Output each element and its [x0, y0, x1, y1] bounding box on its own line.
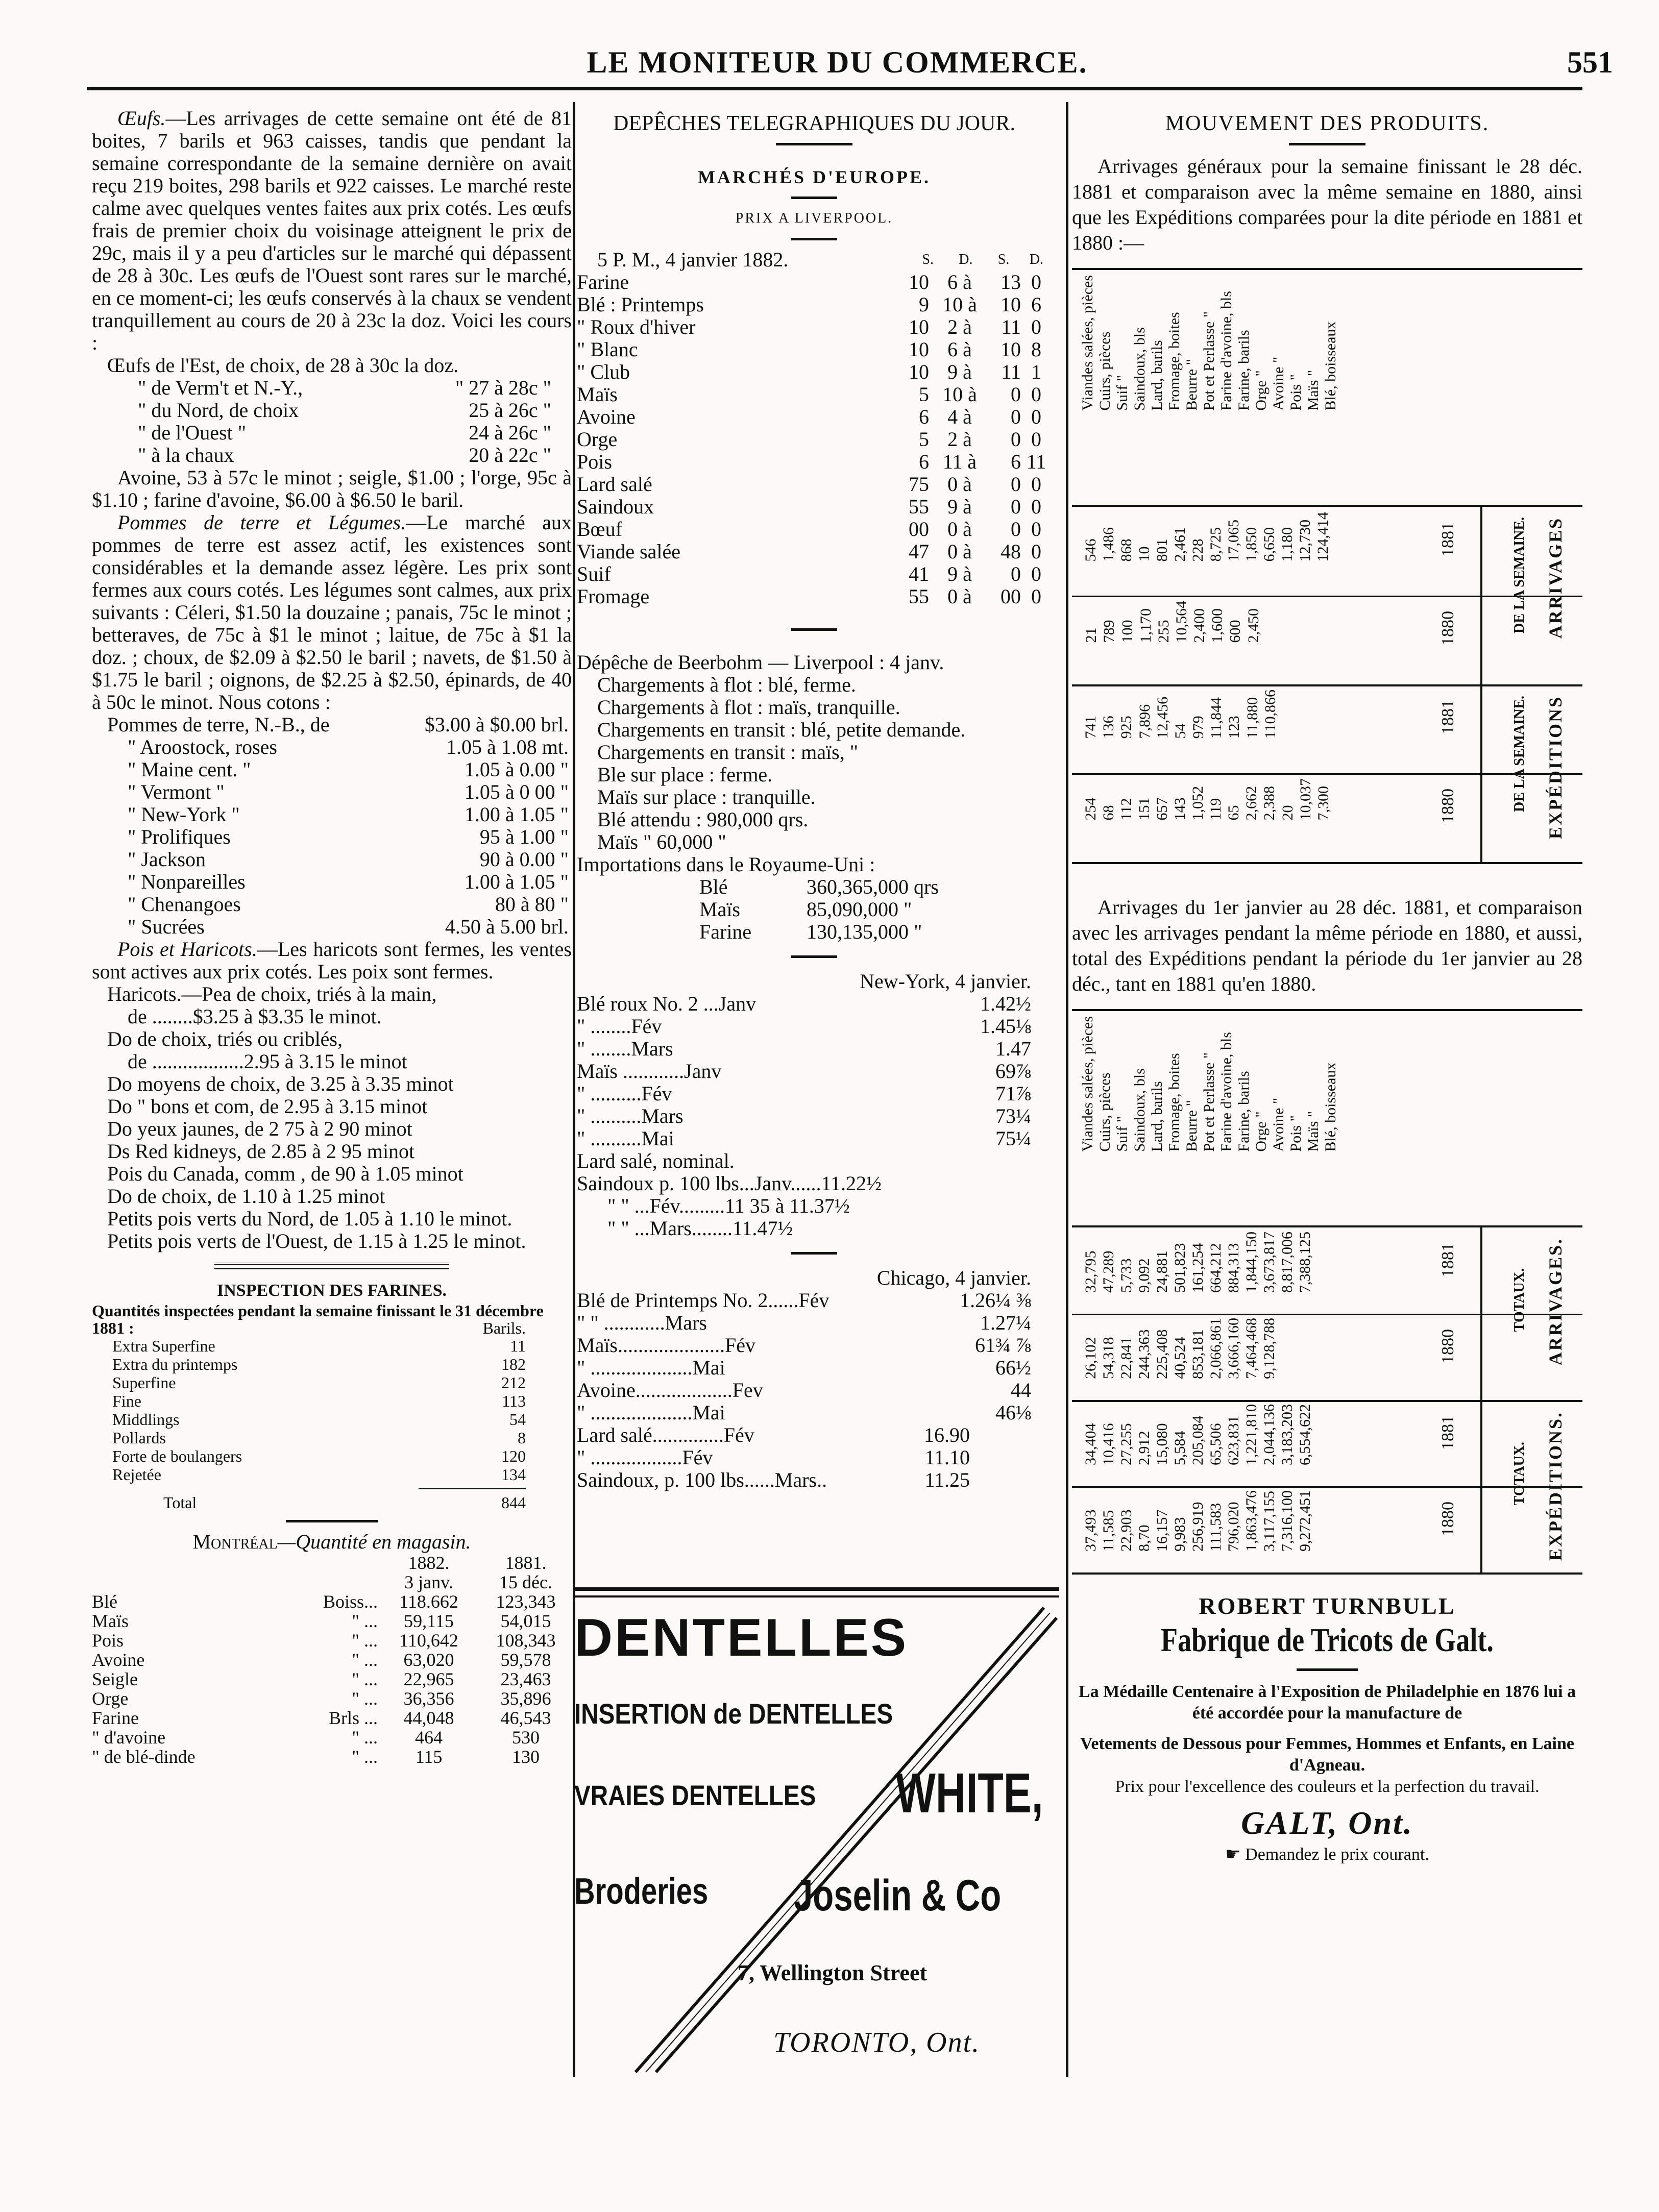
annual-table — [1072, 1009, 1582, 1575]
inspection-col-head: Barils. — [482, 1319, 526, 1337]
price-row: " Nonpareilles 1.00 à 1.05 " — [128, 870, 569, 893]
values-cells: 546 1,486 868 10 801 2,461 228 8,725 17,065 1,850 6,650 1,180 12,730 124,414 — [1082, 512, 1331, 562]
pommes-text: —Le marché aux pommes de terre est assez actif, les existences sont considérables et la demande assez légère. Les prix sont fermes aux cours cotés. Les légumes sont calmes, aux prix suivants : Céleri, $1.50 la douzaine ; panais, 75c le minot ; betteraves, de 75c à $1 le minot ; laitue, de 75c à $1 la doz. ; choux, de $2.09 à $2.50 le baril ; navets, de $1.50 à $1.75 le baril ; oignons, de $2.25 à $2.50, épinards, de 40 à 50c le minot. Nous cotons : — [92, 511, 572, 714]
oeufs-prices — [92, 354, 572, 466]
divider — [1297, 1668, 1358, 1671]
oeufs-paragraph — [92, 107, 572, 354]
chicago-row: Maïs.....................Fév 61¾ ⅞ — [577, 1334, 1031, 1357]
montreal-row: Blé Boiss... 118.662 123,343 — [92, 1591, 556, 1612]
montreal-table — [92, 1553, 572, 1766]
column-right — [1072, 107, 1582, 1866]
montreal-row: Farine Brls ... 44,048 46,543 — [92, 1708, 551, 1728]
ny-row: " ........Mars 1.47 — [577, 1037, 1031, 1060]
ny-row: Blé roux No. 2 ...Janv 1.42½ — [577, 992, 1031, 1015]
weekly-exp-sub: DE LA SEMAINE. — [1511, 696, 1527, 812]
pommes-paragraph — [92, 511, 572, 714]
ad-dentelles: DENTELLES — [574, 1608, 909, 1667]
ad-city: TORONTO, Ont. — [773, 2027, 981, 2058]
ny-row: " ..........Mars 73¼ — [577, 1104, 1031, 1127]
annual-row-arr-1880: 26,102 54,318 22,841 244,363 225,408 40,524 853,181 2,066,861 3,666,160 7,464,468 9,128,788 1880 — [1072, 1314, 1582, 1402]
inspection-total-row: Total 844 — [163, 1493, 526, 1512]
avoine-paragraph: Avoine, 53 à 57c le minot ; seigle, $1.00 ; l'orge, 95c à $1.10 ; farine d'avoine, $6.00 à $6.50 le baril. — [92, 466, 572, 511]
masthead-title: LE MONITEUR DU COMMERCE. — [587, 45, 1088, 79]
liverpool-row: Orge 5 2 à 0 0 — [577, 428, 1041, 451]
total-rule — [419, 1488, 526, 1489]
inspection-row: Forte de boulangers 120 — [112, 1447, 526, 1465]
product-labels: Viandes salées, pièces Cuirs, pièces Suif " Saindoux, bls Lard, barils Fromage, boites Beurre " Pot et Perlasse " Farine d'avoine, bls Farine, barils Orge " Avoine " Pois " Maïs " Blé, boisseaux — [1079, 275, 1339, 411]
table-vrule — [1480, 507, 1482, 862]
ad-diagonal-band — [574, 1597, 1059, 2077]
weekly-table — [1072, 268, 1582, 864]
inspection-row: Middlings 54 — [112, 1410, 526, 1429]
import-row: Blé 360,365,000 qrs — [699, 875, 939, 898]
values-cells: 37,493 11,585 22,903 8,70 16,157 9,983 256,919 111,583 796,020 1,863,476 3,117,155 7,316,100 9,272,451 — [1082, 1490, 1313, 1552]
annual-exp-heading: EXPÉDITIONS. — [1545, 1411, 1566, 1561]
annual-arr-heading: ARRIVAGES. — [1545, 1238, 1566, 1366]
liverpool-row: Saindoux 55 9 à 0 0 — [577, 495, 1041, 518]
chicago-row: " ....................Mai 66½ — [577, 1356, 1031, 1379]
divider — [286, 1520, 378, 1522]
montreal-row: Seigle " ... 22,965 23,463 — [92, 1669, 551, 1689]
price-row: Do " bons et com, de 2.95 à 3.15 minot — [107, 1095, 428, 1118]
price-row: Ds Red kidneys, de 2.85 à 2 95 minot — [107, 1140, 415, 1163]
divider — [791, 955, 837, 958]
price-row: " de Verm't et N.-Y., " 27 à 28c " — [138, 376, 551, 399]
liverpool-row: Maïs 5 10 à 0 0 — [577, 383, 1041, 406]
inspection-table — [92, 1337, 572, 1512]
price-row: " Chenangoes 80 à 80 " — [128, 893, 569, 916]
price-row: Do yeux jaunes, de 2 75 à 2 90 minot — [107, 1117, 412, 1140]
telegraph-title: DEPÊCHES TELEGRAPHIQUES DU JOUR. — [613, 112, 1015, 135]
price-row: " du Nord, de choix 25 à 26c " — [138, 399, 551, 422]
liverpool-row: Suif 41 9 à 0 0 — [577, 562, 1041, 585]
haricots-prices — [92, 983, 572, 1252]
liverpool-title: PRIX A LIVERPOOL. — [735, 210, 893, 226]
ny-row: Saindoux p. 100 lbs...Janv......11.22½ — [577, 1172, 882, 1195]
weekly-row-arr-1880: 21 789 100 1,170 255 10,564 2,400 1,600 600 2,450 1880 — [1072, 596, 1582, 686]
inspection-row: Pollards 8 — [112, 1429, 526, 1447]
turnbull-prize: Prix pour l'excellence des couleurs et la perfection du travail. — [1115, 1777, 1540, 1796]
chicago-row: Avoine...................Fev 44 — [577, 1379, 1031, 1402]
ny-row: " ........Fév 1.45⅛ — [577, 1015, 1031, 1038]
page-number: 551 — [1567, 45, 1613, 79]
pois-lead: Pois et Haricots. — [117, 938, 257, 961]
annual-row-arr-1881: 32,795 47,289 5,733 9,092 24,881 501,823 161,254 664,212 884,313 1,844,150 3,673,817 8,817,006 7,388,125 1881 — [1072, 1227, 1582, 1315]
price-row: " Jackson 90 à 0.00 " — [128, 848, 569, 871]
dentelles-advertisement — [574, 1587, 1059, 2077]
mouvement-intro: Arrivages généraux pour la semaine finissant le 28 déc. 1881 et comparaison avec la même semaine en 1880, ainsi que les Expéditions comparées pour la dite période en 1881 et 1880 :— — [1072, 155, 1582, 254]
weekly-products-head — [1072, 270, 1582, 507]
values-cells: 26,102 54,318 22,841 244,363 225,408 40,524 853,181 2,066,861 3,666,160 7,464,468 9,128,788 — [1082, 1318, 1278, 1379]
inspection-row: Extra du printemps 182 — [112, 1355, 526, 1373]
ad-white: WHITE, — [896, 1762, 1043, 1825]
chicago-row: Blé de Printemps No. 2......Fév 1.26¼ ⅜ — [577, 1289, 1031, 1312]
diag-line — [656, 1618, 1057, 2072]
montreal-row: Avoine " ... 63,020 59,578 — [92, 1650, 551, 1670]
liverpool-table — [577, 249, 1052, 608]
column-middle — [577, 107, 1052, 1491]
divider — [791, 238, 837, 240]
montreal-row: Maïs " ... 59,115 54,015 — [92, 1611, 551, 1631]
ny-table — [577, 993, 1052, 1240]
divider — [791, 196, 837, 199]
price-row: " de l'Ouest " 24 à 26c " — [138, 421, 551, 444]
montreal-head: 3 janv. 15 déc. — [404, 1572, 552, 1592]
column-left — [92, 107, 572, 1766]
turnbull-footer: ☛ Demandez le prix courant. — [1225, 1845, 1429, 1864]
ad-rule-top — [574, 1587, 1059, 1591]
liverpool-row: Viande salée 47 0 à 48 0 — [577, 540, 1041, 563]
chicago-date: Chicago, 4 janvier. — [876, 1266, 1031, 1289]
chicago-row: " ....................Mai 46⅛ — [577, 1401, 1031, 1424]
divider — [776, 143, 852, 145]
price-row: de ........$3.25 à $3.35 le minot. — [128, 1005, 382, 1028]
values-cells: 254 68 112 151 657 143 1,052 119 65 2,662 2,388 20 10,037 7,300 — [1082, 778, 1332, 821]
mouvement-title: MOUVEMENT DES PRODUITS. — [1165, 112, 1490, 135]
ny-row: " ..........Fév 71⅞ — [577, 1082, 1031, 1105]
turnbull-medal: La Médaille Centenaire à l'Exposition de Philadelphie en 1876 lui a été accordée pour la manufacture de — [1078, 1682, 1576, 1723]
ad-vraies: VRAIES DENTELLES — [574, 1779, 816, 1811]
liverpool-row: Pois 6 11 à 6 11 — [577, 450, 1046, 473]
price-row: " Vermont " 1.05 à 0 00 " — [128, 780, 569, 803]
diag-line — [636, 1608, 1044, 2072]
price-row: " Sucrées 4.50 à 5.00 brl. — [128, 915, 569, 938]
montreal-head: 1882. 1881. — [408, 1553, 547, 1573]
ny-date: New-York, 4 janvier. — [860, 970, 1031, 993]
pois-paragraph — [92, 938, 572, 983]
chicago-row: " ..................Fév 11.10 — [577, 1446, 970, 1469]
liverpool-row: Fromage 55 0 à 00 0 — [577, 585, 1041, 608]
annual-row-exp-1880: 37,493 11,585 22,903 8,70 16,157 9,983 256,919 111,583 796,020 1,863,476 3,117,155 7,316,100 9,272,451 1880 — [1082, 1490, 1457, 1552]
pois-text: —Les haricots sont fermes, les ventes sont actives aux prix cotés. Les poix sont fermes. — [92, 938, 572, 983]
annual-row-exp-1881: 34,404 10,416 27,255 2,912 15,080 5,584 205,084 65,506 623,831 1,221,810 2,044,136 3,183,203 6,554,622 1881 — [1072, 1400, 1582, 1488]
weekly-arr-heading: ARRIVAGES — [1545, 517, 1566, 639]
values-cells: 21 789 100 1,170 255 10,564 2,400 1,600 600 2,450 — [1083, 601, 1262, 643]
weekly-row-exp-1880: 254 68 112 151 657 143 1,052 119 65 2,662 2,388 20 10,037 7,300 1880 — [1082, 778, 1457, 823]
price-row: " à la chaux 20 à 22c " — [138, 444, 551, 466]
ad-insertion: INSERTION de DENTELLES — [574, 1698, 893, 1730]
header-rule — [87, 87, 1582, 90]
price-row: Petits pois verts de l'Ouest, de 1.15 à 1.25 le minot. — [107, 1230, 526, 1252]
price-row: de ..................2.95 à 3.15 le minot — [128, 1050, 407, 1073]
weekly-row-exp-1881: 741 136 925 7,896 12,456 54 979 11,844 123 11,880 110,866 1881 — [1072, 684, 1582, 775]
price-row: Do moyens de choix, de 3.25 à 3.35 minot — [107, 1072, 454, 1095]
liverpool-head: 5 P. M., 4 janvier 1882. S. D. S. D. — [597, 248, 1043, 271]
product-labels: Viandes salées, pièces Cuirs, pièces Suif " Saindoux, bls Lard, barils Fromage, boites Beurre " Pot et Perlasse " Farine d'avoine, bls Farine, barils Orge " Avoine " Pois " Maïs " Blé, boisseaux — [1079, 1016, 1339, 1152]
liverpool-row: Lard salé 75 0 à 0 0 — [577, 473, 1041, 496]
chicago-row: Lard salé..............Fév 16.90 — [577, 1423, 970, 1446]
liverpool-row: Blé : Printemps 9 10 à 10 6 — [577, 293, 1041, 316]
chicago-table — [577, 1289, 1052, 1491]
weekly-exp-heading: EXPÉDITIONS — [1545, 696, 1566, 840]
pommes-lead: Pommes de terre et Légumes. — [117, 511, 406, 534]
europe-markets-title: MARCHÉS D'EUROPE. — [697, 167, 931, 187]
price-row: " New-York " 1.00 à 1.05 " — [128, 803, 569, 826]
price-row: Pois du Canada, comm , de 90 à 1.05 minot — [107, 1162, 463, 1185]
section-divider — [214, 1263, 449, 1269]
divider — [1289, 143, 1365, 145]
chicago-row: Saindoux, p. 100 lbs......Mars.. 11.25 — [577, 1468, 970, 1491]
ny-row: " " ...Fév.........11 35 à 11.37½ — [607, 1194, 850, 1217]
liverpool-row: " Club 10 9 à 11 1 — [577, 360, 1041, 383]
inspection-row: Rejetée 134 — [112, 1465, 526, 1484]
ad-address: 7, Wellington Street — [738, 1960, 928, 1985]
beerbohm-dispatch: Dépêche de Beerbohm — Liverpool : 4 janv. Chargements à flot : blé, ferme. Chargements à flot : maïs, tranquille. Chargements en transit : blé, petite demande. Chargements en transit : maïs, " Ble sur place : ferme. Maïs sur place : tranquille. Blé attendu : 980,000 qrs. Maïs " 60,000 " Importations dans le Royaume-Uni : Blé 360,365,000 qrs Maïs 85,090,000 " Farine 130,135,000 " — [577, 651, 1052, 943]
pointing-hand-icon: ☛ — [1225, 1845, 1246, 1864]
liverpool-row: " Blanc 10 6 à 10 8 — [577, 338, 1041, 361]
values-cells: 741 136 925 7,896 12,456 54 979 11,844 123 11,880 110,866 — [1082, 690, 1279, 739]
ny-row: Lard salé, nominal. — [577, 1149, 735, 1172]
montreal-row: Pois " ... 110,642 108,343 — [92, 1630, 556, 1651]
montreal-row: " de blé-dinde " ... 115 130 — [92, 1747, 540, 1767]
price-row: Do de choix, triés ou criblés, — [107, 1027, 343, 1050]
liverpool-row: Bœuf 00 0 à 0 0 — [577, 518, 1041, 540]
inspection-row: Fine 113 — [112, 1392, 526, 1410]
chicago-row: " " ............Mars 1.27¼ — [577, 1311, 1031, 1334]
price-row: " Aroostock, roses 1.05 à 1.08 mt. — [128, 735, 569, 758]
weekly-row-arr-1881: 546 1,486 868 10 801 2,461 228 8,725 17,065 1,850 6,650 1,180 12,730 124,414 1881 — [1072, 507, 1582, 597]
pommes-prices — [92, 714, 572, 938]
table-vrule — [1480, 1227, 1482, 1572]
liverpool-row: " Roux d'hiver 10 2 à 11 0 — [577, 315, 1041, 338]
turnbull-title: Fabrique de Tricots de Galt. — [1161, 1621, 1494, 1659]
liverpool-row: Avoine 6 4 à 0 0 — [577, 405, 1041, 428]
price-row: Petits pois verts du Nord, de 1.05 à 1.10 le minot. — [107, 1207, 513, 1230]
oeufs-text: —Les arrivages de cette semaine ont été de 81 boites, 7 barils et 963 caisses, tandis que pendant la semaine correspondante de la semaine dernière on avait reçu 219 boites, 298 barils et 922 caisses. Le marché reste calme avec quelques ventes faites aux prix cotés. Les œufs frais de premier choix du voisinage atteignent le prix de 29c, mais il y a peu d'articles sur le marché qui dépassent de 28 à 30c. Les œufs de l'Ouest sont rares sur le marché, en ce moment-ci; les œufs conservés à la chaux se vendent tranquillement au cours de 20 à 23c la doz. Voici les cours : — [92, 107, 572, 354]
diag-line — [646, 1613, 1050, 2072]
inspection-row: Superfine 212 — [112, 1373, 526, 1392]
annual-exp-sub: TOTAUX. — [1511, 1442, 1527, 1506]
price-row: Haricots.—Pea de choix, triés à la main, — [107, 982, 437, 1005]
ny-row: Maïs ............Janv 69⅞ — [577, 1060, 1031, 1083]
weekly-arr-sub: DE LA SEMAINE. — [1511, 517, 1527, 633]
divider — [791, 628, 837, 631]
turnbull-advertisement — [1072, 1595, 1582, 1866]
price-row: Pommes de terre, N.-B., de $3.00 à $0.00 brl. — [107, 713, 569, 736]
turnbull-products: Vetements de Dessous pour Femmes, Hommes et Enfants, en Laine d'Agneau. — [1080, 1734, 1574, 1775]
annual-products-head — [1072, 1011, 1582, 1227]
values-cells: 34,404 10,416 27,255 2,912 15,080 5,584 205,084 65,506 623,831 1,221,810 2,044,136 3,183,203 6,554,622 — [1082, 1404, 1313, 1465]
divider — [791, 1252, 837, 1255]
montreal-row: Orge " ... 36,356 35,896 — [92, 1688, 551, 1709]
column-rule-2 — [1066, 102, 1068, 2077]
price-row: Do de choix, de 1.10 à 1.25 minot — [107, 1185, 385, 1208]
montreal-title: Montréal—Quantité en magasin. — [192, 1530, 471, 1553]
turnbull-name: ROBERT TURNBULL — [1199, 1593, 1456, 1619]
ad-joselin: Joselin & Co — [794, 1871, 1002, 1920]
import-row: Maïs 85,090,000 " — [699, 898, 912, 921]
ny-row: " ..........Mai 75¼ — [577, 1127, 1031, 1150]
price-row: " Prolifiques 95 à 1.00 " — [128, 825, 569, 848]
inspection-row: Extra Superfine 11 — [112, 1337, 526, 1355]
annual-arr-sub: TOTAUX. — [1511, 1268, 1527, 1332]
annual-values — [1072, 1227, 1582, 1572]
oeufs-lead: Œufs. — [117, 107, 166, 130]
ad-broderies: Broderies — [574, 1871, 709, 1912]
inspection-title: INSPECTION DES FARINES. — [217, 1281, 447, 1300]
montreal-row: " d'avoine " ... 464 530 — [92, 1727, 540, 1748]
weekly-values — [1072, 507, 1582, 862]
price-row: Œufs de l'Est, de choix, de 28 à 30c la doz. — [107, 354, 459, 377]
turnbull-city: GALT, Ont. — [1241, 1805, 1413, 1841]
price-row: " Maine cent. " 1.05 à 0.00 " — [128, 758, 569, 781]
values-cells: 32,795 47,289 5,733 9,092 24,881 501,823 161,254 664,212 884,313 1,844,150 3,673,817 8,817,006 7,388,125 — [1082, 1232, 1313, 1293]
annual-intro: Arrivages du 1er janvier au 28 déc. 1881, et comparaison avec les arrivages pendant la même période en 1880, et aussi, total des Expéditions pendant la période du 1er janvier au 28 déc., tant en 1881 qu'en 1880. — [1072, 896, 1582, 995]
import-row: Farine 130,135,000 " — [699, 920, 922, 943]
liverpool-row: Farine 10 6 à 13 0 — [577, 271, 1041, 293]
ny-row: " " ...Mars........11.47½ — [607, 1217, 793, 1240]
inspection-intro: Quantités inspectées pendant la semaine finissant le 31 décembre 1881 : — [92, 1301, 544, 1337]
